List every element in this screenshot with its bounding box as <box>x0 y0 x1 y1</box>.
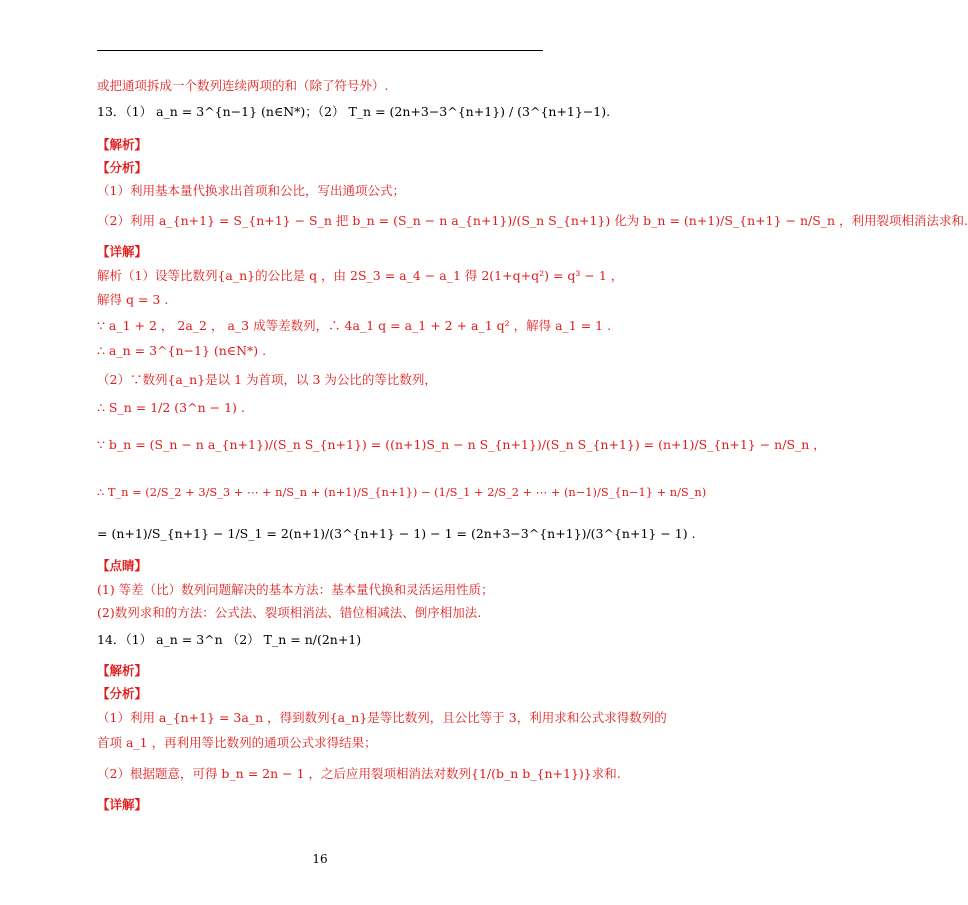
text-line: （2）∵数列{a_n}是以 1 为首项，以 3 为公比的等比数列， <box>97 372 437 387</box>
section-dianjing: 【点睛】 <box>97 558 148 573</box>
section-jiexi: 【解析】 <box>97 663 148 678</box>
text-line: (1) 等差（比）数列问题解决的基本方法：基本量代换和灵活运用性质； <box>97 582 494 597</box>
section-jiexi: 【解析】 <box>97 137 148 152</box>
section-fenxi: 【分析】 <box>97 160 148 175</box>
section-xiangjie: 【详解】 <box>97 797 148 812</box>
answer-13: 13．（1） a_n = 3^{n−1} (n∈N*)；（2） T_n = (2n+3−3^{n+1}) / (3^{n+1}−1). <box>97 104 611 119</box>
section-fenxi: 【分析】 <box>97 686 148 701</box>
text-line: （2）利用 a_{n+1} = S_{n+1} − S_n 把 b_n = (S_n − n a_{n+1})/(S_n S_{n+1}) 化为 b_n = (n+1)/S_{n+1} − n/S_n ，利用裂项相消法求和. <box>97 213 968 228</box>
text-line: ∴ T_n = (2/S_2 + 3/S_3 + ⋯ + n/S_n + (n+1)/S_{n+1}) − (1/S_1 + 2/S_2 + ⋯ + (n−1)/S_{n−1} + n/S_n) <box>97 485 707 499</box>
text-line: ∴ S_n = 1/2 (3^n − 1) . <box>97 400 245 415</box>
text-line: （1）利用 a_{n+1} = 3a_n ，得到数列{a_n}是等比数列，且公比等于 3，利用求和公式求得数列的 <box>97 710 667 725</box>
text-line: 首项 a_1 ，再利用等比数列的通项公式求得结果； <box>97 735 377 750</box>
text-line: 解析（1）设等比数列{a_n}的公比是 q ，由 2S_3 = a_4 − a_1 得 2(1+q+q²) = q³ − 1 ， <box>97 268 624 283</box>
header-rule <box>97 50 543 51</box>
page-number: 16 <box>312 852 328 866</box>
text-line: 解得 q = 3 . <box>97 292 169 307</box>
text-line: ∵ a_1 + 2 ， 2a_2 ， a_3 成等差数列，∴ 4a_1 q = a_1 + 2 + a_1 q² ，解得 a_1 = 1 . <box>97 318 612 333</box>
answer-14: 14．（1） a_n = 3^n （2） T_n = n/(2n+1) <box>97 632 362 647</box>
text-line: = (n+1)/S_{n+1} − 1/S_1 = 2(n+1)/(3^{n+1} − 1) − 1 = (2n+3−3^{n+1})/(3^{n+1} − 1) . <box>97 526 696 541</box>
section-xiangjie: 【详解】 <box>97 244 148 259</box>
text-line: (2)数列求和的方法：公式法、裂项相消法、错位相减法、倒序相加法. <box>97 605 482 620</box>
text-line: 或把通项拆成一个数列连续两项的和（除了符号外）. <box>97 78 389 93</box>
text-line: ∵ b_n = (S_n − n a_{n+1})/(S_n S_{n+1}) = ((n+1)S_n − n S_{n+1})/(S_n S_{n+1}) = (n+1)/S_{n+1} − n/S_n ， <box>97 437 826 452</box>
text-line: ∴ a_n = 3^{n−1} (n∈N*) . <box>97 343 267 358</box>
text-line: （1）利用基本量代换求出首项和公比，写出通项公式； <box>97 183 405 198</box>
text-line: （2）根据题意，可得 b_n = 2n − 1 ，之后应用裂项相消法对数列{1/(b_n b_{n+1})}求和. <box>97 766 621 781</box>
